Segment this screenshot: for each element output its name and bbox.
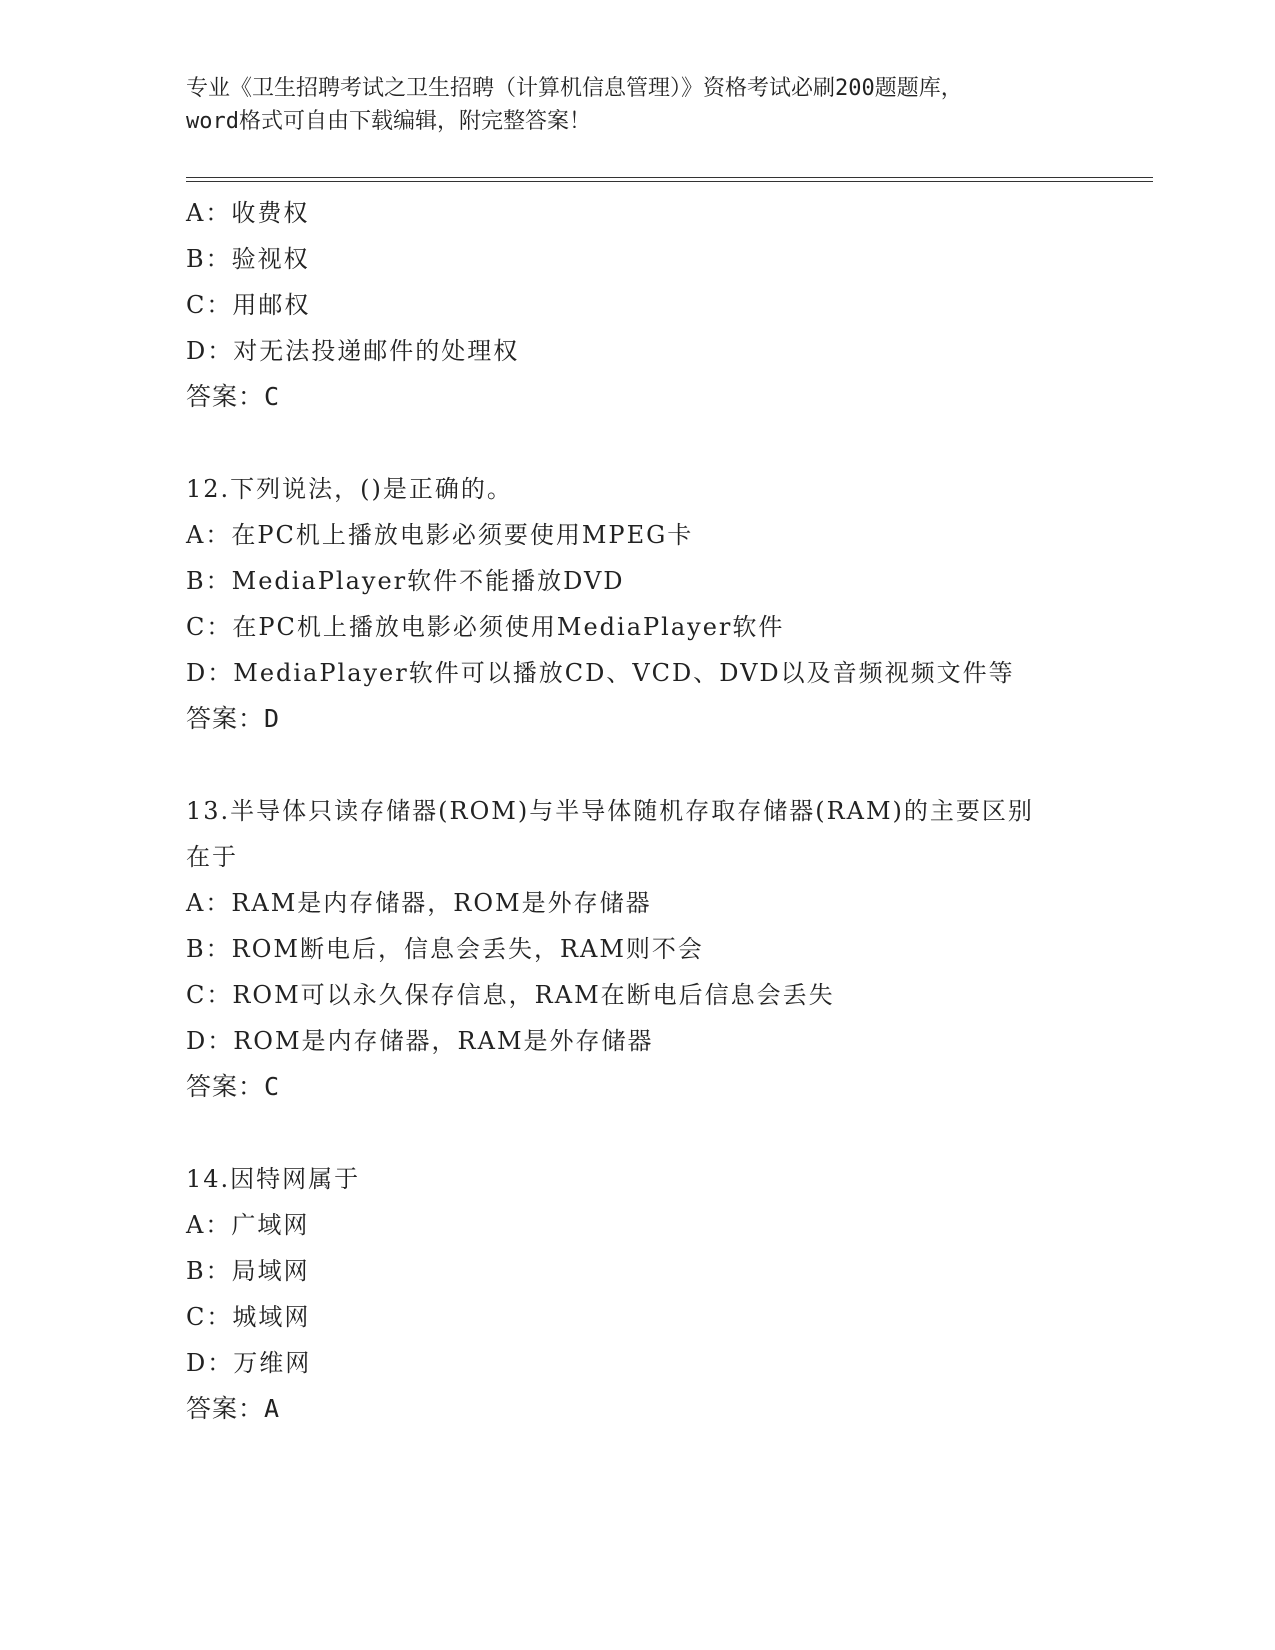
header-line-2: word格式可自由下载编辑，附完整答案！ [186,109,591,134]
option-b: B：ROM断电后，信息会丢失，RAM则不会 [186,935,704,963]
option-a: A：收费权 [186,199,310,227]
question-text: 12.下列说法，()是正确的。 [186,475,513,503]
option-d: D：对无法投递邮件的处理权 [186,337,520,365]
option-c: C：在PC机上播放电影必须使用MediaPlayer软件 [186,613,785,641]
document-header [186,72,1086,138]
question-12 [186,466,1146,742]
question-text: 14.因特网属于 [186,1165,361,1193]
question-11 [186,190,1146,420]
option-d: D：ROM是内存储器，RAM是外存储器 [186,1027,654,1055]
option-c: C：城域网 [186,1303,311,1331]
option-d: D：MediaPlayer软件可以播放CD、VCD、DVD以及音频视频文件等 [186,659,1015,687]
question-13 [186,788,1146,1110]
answer: 答案：D [186,704,281,733]
answer: 答案：C [186,1072,281,1101]
header-divider-bottom [186,181,1153,182]
option-c: C：ROM可以永久保存信息，RAM在断电后信息会丢失 [186,981,835,1009]
question-list [186,190,1146,1432]
question-text-line-2: 在于 [186,843,238,871]
option-a: A：在PC机上播放电影必须要使用MPEG卡 [186,521,694,549]
question-text-line-1: 13.半导体只读存储器(ROM)与半导体随机存取存储器(RAM)的主要区别 [186,797,1034,825]
header-divider-top [186,177,1153,178]
question-14 [186,1156,1146,1432]
option-d: D：万维网 [186,1349,312,1377]
option-b: B：局域网 [186,1257,310,1285]
answer: 答案：C [186,382,281,411]
option-b: B：MediaPlayer软件不能播放DVD [186,567,625,595]
header-line-1: 专业《卫生招聘考试之卫生招聘（计算机信息管理）》资格考试必刷200题题库， [186,76,963,101]
option-c: C：用邮权 [186,291,311,319]
option-a: A：RAM是内存储器，ROM是外存储器 [186,889,652,917]
option-b: B：验视权 [186,245,310,273]
answer: 答案：A [186,1394,281,1423]
option-a: A：广域网 [186,1211,310,1239]
